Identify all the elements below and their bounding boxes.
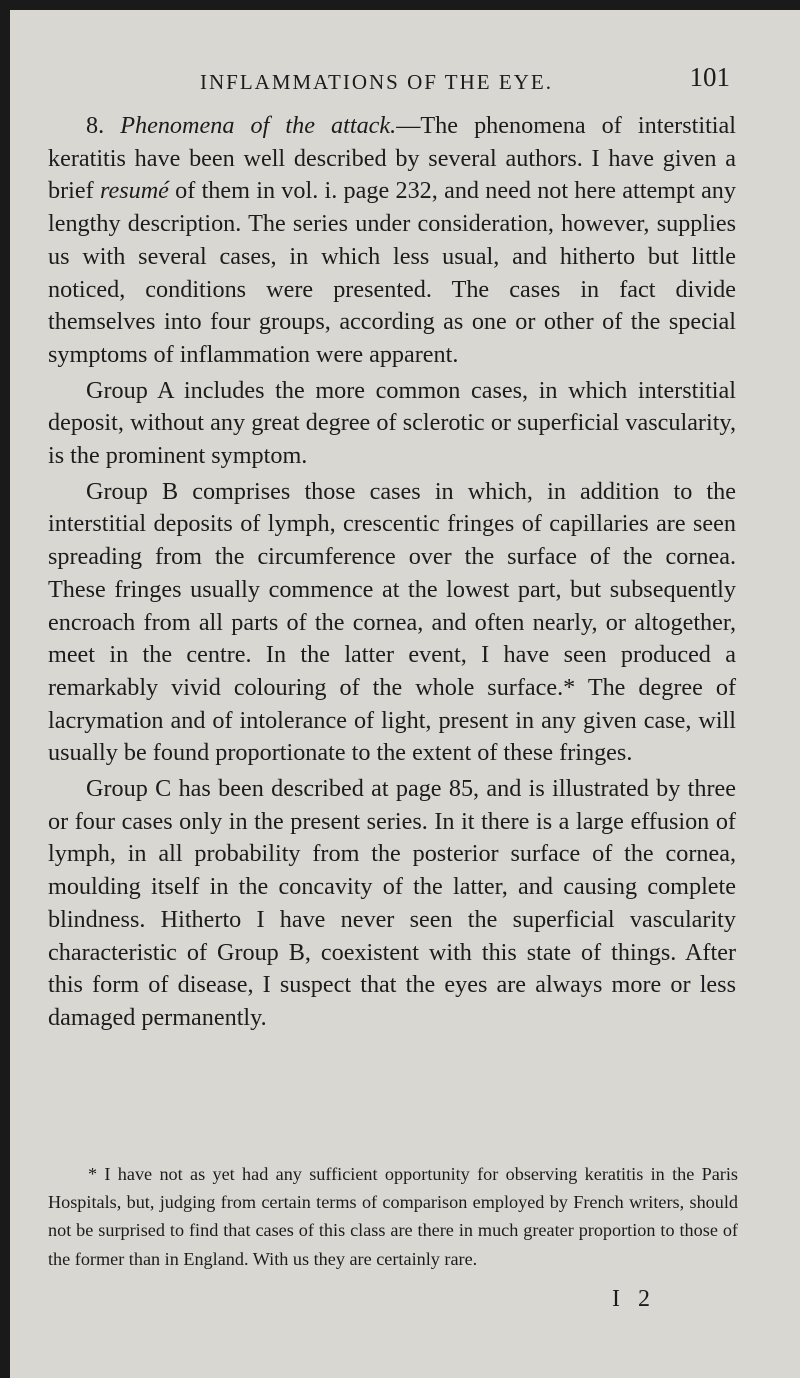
- paragraph-group-a: Group A includes the more common cases, in which interstitial deposit, without any great degree of sclerotic or superficial vascularity, is the prominent symptom.: [48, 376, 736, 470]
- italic-word-resume: resumé: [99, 177, 169, 205]
- paragraph-text: —The phenomena of interstitial keratitis have been well described by several authors. I have given a brief: [48, 112, 736, 205]
- body-text: [48, 110, 736, 1035]
- section-heading: Phenomena of the attack.: [120, 112, 397, 139]
- paragraph-group-c: Group C has been described at page 85, and is illustrated by three or four cases only in the present series. In it there is a large effusion of lymph, in all probability from the posterior surface of the cornea, moulding itself in the concavity of the latter, and causing complete blindness. Hitherto I have never seen the superficial vascularity characteristic of Group B, coexistent with this state of things. After this form of disease, I suspect that the eyes are always more or less damaged permanently.: [48, 775, 736, 1031]
- paragraph-text: of them in vol. i. page 232, and need not here attempt any lengthy description. The series under consideration, however, supplies us with several cases, in which less usual, and hitherto but little noticed, conditions were presented. The cases in fact divide themselves into four groups, according as one or other of the special symptoms of inflammation were apparent.: [48, 177, 736, 368]
- signature-mark: I 2: [612, 1286, 656, 1312]
- book-page: [10, 10, 800, 1378]
- paragraph-phenomena: [48, 110, 736, 372]
- section-number: 8.: [86, 112, 105, 139]
- running-title: INFLAMMATIONS OF THE EYE.: [200, 70, 553, 94]
- page-number: 101: [689, 62, 730, 92]
- footnote: [48, 1160, 738, 1273]
- paragraph-group-b: Group B comprises those cases in which, in addition to the interstitial deposits of lymph, crescentic fringes of capillaries are seen spreading from the circumference over the surface of the cornea. These fringes usually commence at the lowest part, but subsequently encroach from all parts of the cornea, and often nearly, or altogether, meet in the centre. In the latter event, I have seen produced a remarkably vivid colouring of the whole surface.* The degree of lacrymation and of intolerance of light, present in any given case, will usually be found proportionate to the extent of these fringes.: [48, 477, 736, 767]
- running-head: [50, 58, 740, 98]
- footnote-text: * I have not as yet had any sufficient opportunity for observing keratitis in the Paris Hospitals, but, judging from certain terms of comparison employed by French writers, should not be surprised to find that cases of this class are there in much greater proportion to those of the former than in England. With us they are certainly rare.: [48, 1164, 738, 1269]
